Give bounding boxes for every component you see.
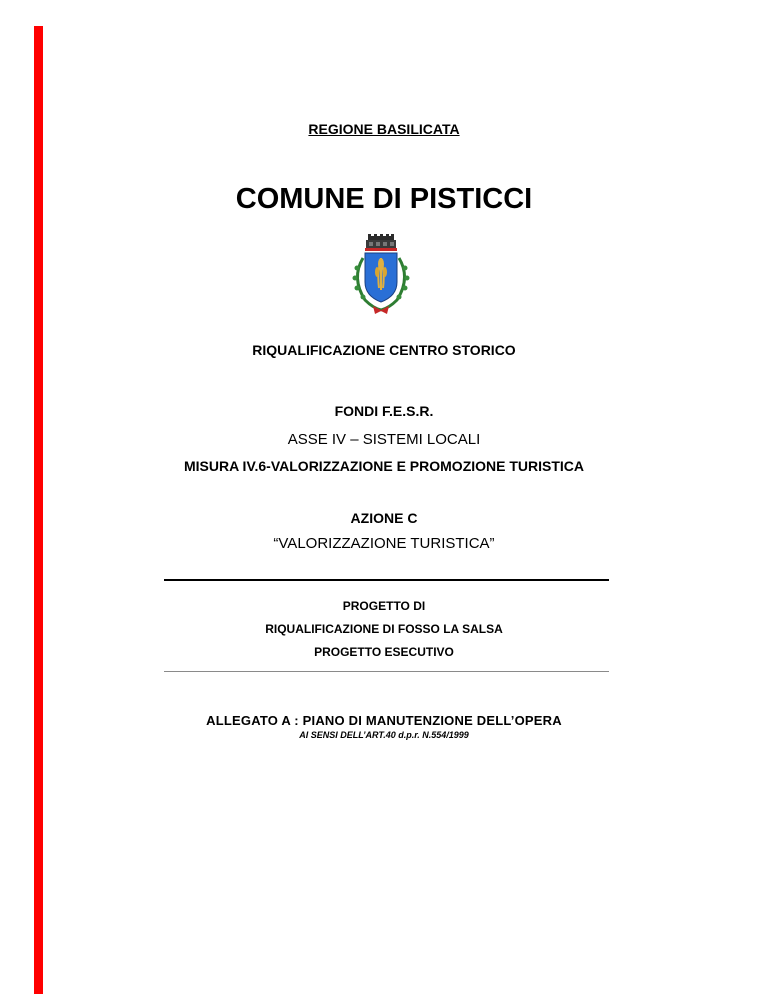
attachment-title: ALLEGATO A : PIANO DI MANUTENZIONE DELL’OPERA (206, 713, 562, 728)
action-heading: AZIONE C (350, 510, 418, 526)
bottom-divider (164, 671, 609, 672)
program-title: RIQUALIFICAZIONE CENTRO STORICO (252, 342, 516, 358)
axis-line: ASSE IV – SISTEMI LOCALI (287, 431, 481, 448)
measure-line: MISURA IV.6-VALORIZZAZIONE E PROMOZIONE TURISTICA (183, 458, 585, 474)
coat-of-arms-icon (341, 234, 421, 316)
top-divider (164, 579, 609, 581)
attachment-reference: AI SENSI DELL’ART.40 d.p.r. N.554/1999 (299, 730, 469, 740)
action-subtitle: “VALORIZZAZIONE TURISTICA” (273, 535, 495, 552)
funds-heading: FONDI F.E.S.R. (334, 403, 434, 419)
region-heading: REGIONE BASILICATA (308, 121, 460, 137)
project-line-2: RIQUALIFICAZIONE DI FOSSO LA SALSA (265, 622, 503, 636)
project-line-1: PROGETTO DI (342, 599, 426, 613)
project-line-3: PROGETTO ESECUTIVO (314, 645, 454, 659)
municipality-title: COMUNE DI PISTICCI (235, 183, 533, 215)
